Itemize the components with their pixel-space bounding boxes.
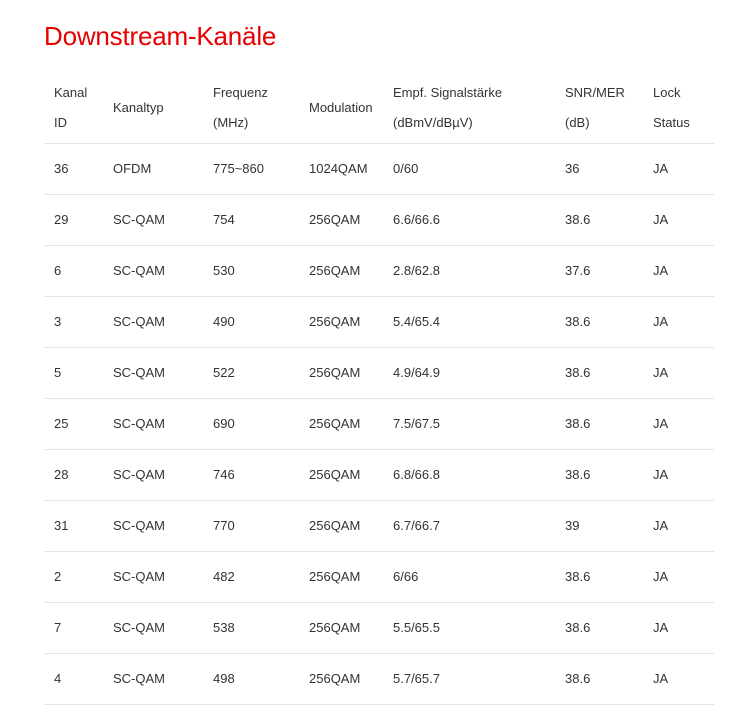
table-row	[44, 246, 714, 297]
column-header-line2: ID	[54, 114, 67, 130]
column-header-line2: (dB)	[565, 114, 590, 130]
cell-modulation: 256QAM	[309, 416, 361, 431]
cell-kanal-id: 6	[54, 263, 62, 278]
cell-frequenz: 775~860	[213, 161, 264, 176]
cell-signalstaerke: 5.4/65.4	[393, 314, 440, 329]
cell-modulation: 256QAM	[309, 365, 361, 380]
cell-snr-mer: 38.6	[565, 569, 591, 584]
cell-frequenz: 498	[213, 671, 235, 686]
table-row	[44, 501, 714, 552]
cell-kanal-id: 4	[54, 671, 62, 686]
table-row	[44, 195, 714, 246]
cell-lock-status: JA	[653, 569, 669, 584]
column-header-line2: (MHz)	[213, 114, 249, 130]
column-header-line1: SNR/MER	[565, 84, 625, 100]
cell-kanal-id: 28	[54, 467, 69, 482]
cell-snr-mer: 38.6	[565, 671, 591, 686]
cell-lock-status: JA	[653, 161, 669, 176]
cell-signalstaerke: 6.6/66.6	[393, 212, 440, 227]
table-header-row	[44, 72, 714, 144]
cell-lock-status: JA	[653, 518, 669, 533]
cell-kanal-id: 25	[54, 416, 69, 431]
cell-lock-status: JA	[653, 212, 669, 227]
cell-snr-mer: 37.6	[565, 263, 591, 278]
cell-signalstaerke: 6.7/66.7	[393, 518, 440, 533]
cell-lock-status: JA	[653, 263, 669, 278]
column-header-kanal-id	[54, 72, 87, 143]
cell-modulation: 256QAM	[309, 671, 361, 686]
column-header-snr-mer	[565, 72, 625, 143]
cell-frequenz: 690	[213, 416, 235, 431]
cell-kanaltyp: SC-QAM	[113, 314, 165, 329]
cell-lock-status: JA	[653, 620, 669, 635]
table-row	[44, 654, 714, 705]
cell-lock-status: JA	[653, 416, 669, 431]
cell-kanaltyp: SC-QAM	[113, 212, 165, 227]
cell-signalstaerke: 5.5/65.5	[393, 620, 440, 635]
cell-kanal-id: 36	[54, 161, 69, 176]
table-row	[44, 450, 714, 501]
column-header-signalstaerke	[393, 72, 502, 143]
column-header-line1: Modulation	[309, 99, 373, 115]
cell-signalstaerke: 6.8/66.8	[393, 467, 440, 482]
cell-lock-status: JA	[653, 365, 669, 380]
cell-kanal-id: 5	[54, 365, 62, 380]
cell-kanal-id: 7	[54, 620, 62, 635]
table-row	[44, 348, 714, 399]
cell-signalstaerke: 7.5/67.5	[393, 416, 440, 431]
cell-frequenz: 770	[213, 518, 235, 533]
cell-kanaltyp: SC-QAM	[113, 518, 165, 533]
cell-kanal-id: 31	[54, 518, 69, 533]
cell-modulation: 256QAM	[309, 314, 361, 329]
cell-frequenz: 746	[213, 467, 235, 482]
cell-snr-mer: 38.6	[565, 467, 591, 482]
cell-snr-mer: 38.6	[565, 620, 591, 635]
cell-modulation: 1024QAM	[309, 161, 368, 176]
column-header-line1: Frequenz	[213, 84, 268, 100]
cell-modulation: 256QAM	[309, 263, 361, 278]
table-row	[44, 603, 714, 654]
cell-kanaltyp: SC-QAM	[113, 467, 165, 482]
cell-kanal-id: 29	[54, 212, 69, 227]
cell-kanaltyp: SC-QAM	[113, 569, 165, 584]
cell-frequenz: 530	[213, 263, 235, 278]
cell-kanaltyp: SC-QAM	[113, 620, 165, 635]
column-header-lock-status	[653, 72, 690, 143]
column-header-kanaltyp	[113, 72, 164, 143]
cell-modulation: 256QAM	[309, 467, 361, 482]
table-body	[44, 144, 714, 705]
table-row	[44, 399, 714, 450]
table-row	[44, 552, 714, 603]
column-header-line1: Lock	[653, 84, 681, 100]
cell-lock-status: JA	[653, 467, 669, 482]
column-header-line1: Kanaltyp	[113, 99, 164, 115]
cell-modulation: 256QAM	[309, 212, 361, 227]
cell-frequenz: 754	[213, 212, 235, 227]
cell-kanaltyp: SC-QAM	[113, 365, 165, 380]
downstream-channels-table	[44, 72, 714, 705]
cell-kanaltyp: OFDM	[113, 161, 152, 176]
cell-kanaltyp: SC-QAM	[113, 416, 165, 431]
cell-modulation: 256QAM	[309, 569, 361, 584]
cell-modulation: 256QAM	[309, 620, 361, 635]
cell-modulation: 256QAM	[309, 518, 361, 533]
cell-snr-mer: 38.6	[565, 365, 591, 380]
page-title: Downstream-Kanäle	[44, 21, 277, 51]
cell-snr-mer: 36	[565, 161, 580, 176]
cell-frequenz: 522	[213, 365, 235, 380]
cell-signalstaerke: 0/60	[393, 161, 419, 176]
column-header-modulation	[309, 72, 373, 143]
column-header-line1: Kanal	[54, 84, 88, 100]
cell-kanaltyp: SC-QAM	[113, 671, 165, 686]
cell-signalstaerke: 4.9/64.9	[393, 365, 440, 380]
cell-frequenz: 482	[213, 569, 235, 584]
cell-signalstaerke: 5.7/65.7	[393, 671, 440, 686]
table-row	[44, 144, 714, 195]
column-header-line1: Empf. Signalstärke	[393, 84, 503, 100]
cell-lock-status: JA	[653, 314, 669, 329]
cell-frequenz: 538	[213, 620, 235, 635]
cell-lock-status: JA	[653, 671, 669, 686]
table-row	[44, 297, 714, 348]
cell-snr-mer: 38.6	[565, 314, 591, 329]
cell-frequenz: 490	[213, 314, 235, 329]
cell-kanal-id: 3	[54, 314, 62, 329]
cell-signalstaerke: 6/66	[393, 569, 419, 584]
column-header-line2: Status	[653, 114, 690, 130]
column-header-frequenz	[213, 72, 268, 143]
column-header-line2: (dBmV/dBµV)	[393, 114, 473, 130]
cell-signalstaerke: 2.8/62.8	[393, 263, 440, 278]
cell-snr-mer: 39	[565, 518, 580, 533]
cell-kanal-id: 2	[54, 569, 62, 584]
cell-kanaltyp: SC-QAM	[113, 263, 165, 278]
cell-snr-mer: 38.6	[565, 416, 591, 431]
cell-snr-mer: 38.6	[565, 212, 591, 227]
